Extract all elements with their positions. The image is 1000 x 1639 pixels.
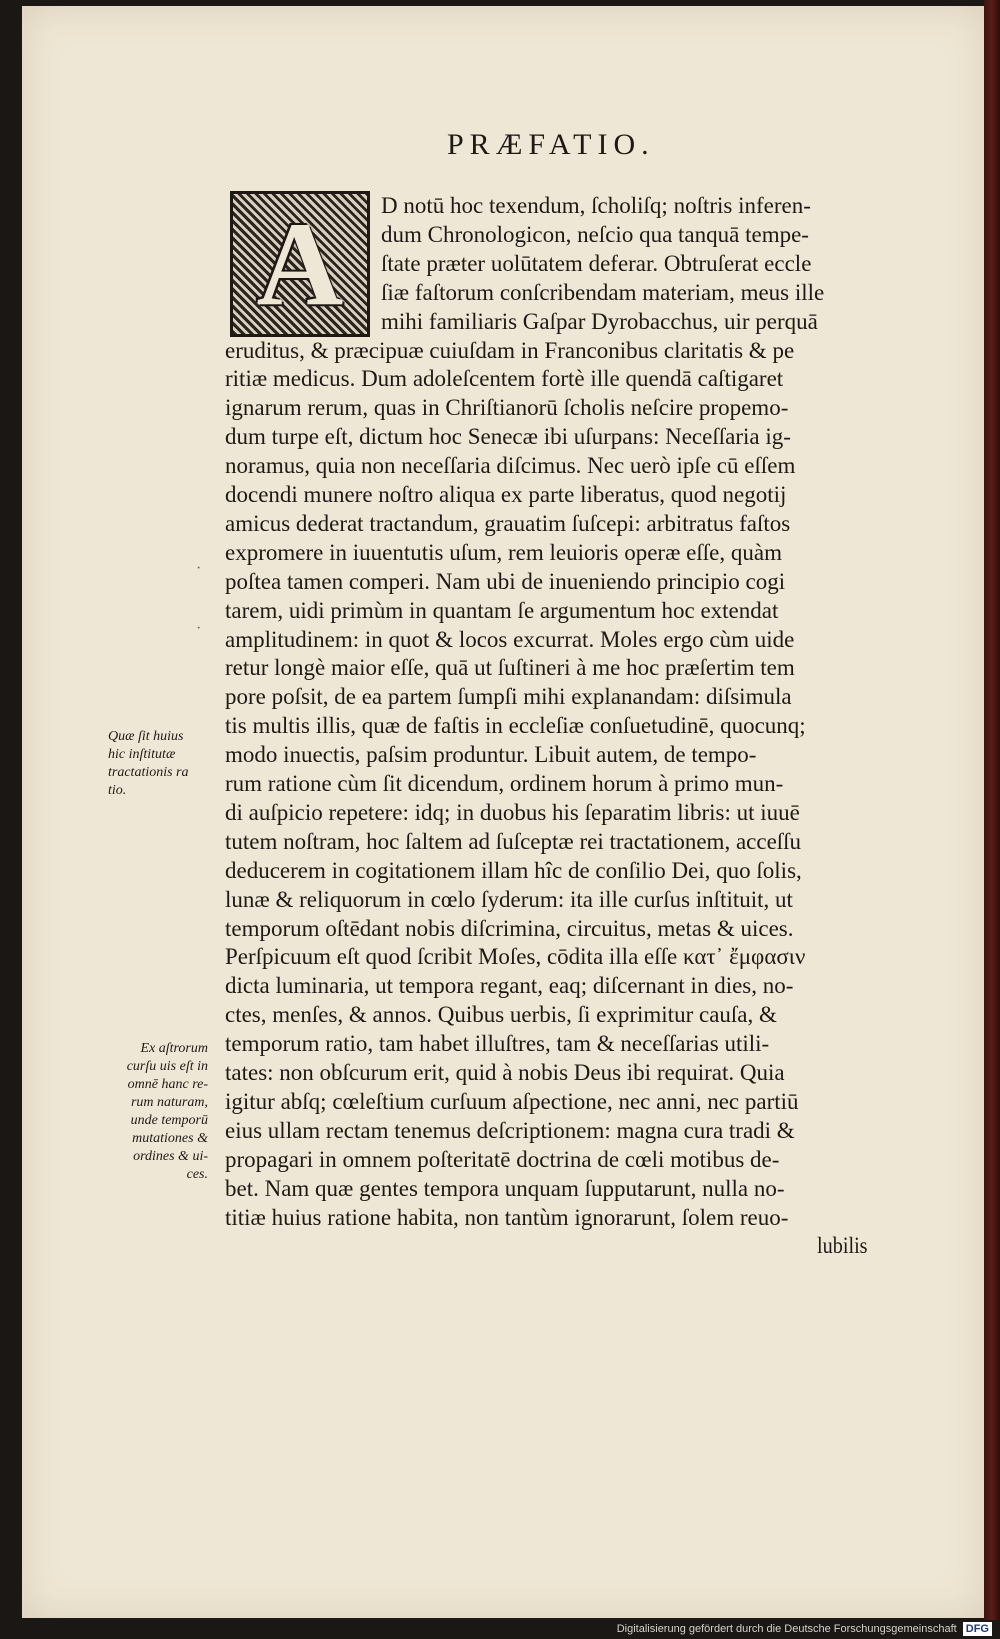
text-line: dum Chronologicon, neſcio qua tanquā tempe- — [381, 221, 809, 247]
text-line: temporum ratio, tam habet illuſtres, tam & neceſſarias utili- — [225, 1031, 770, 1057]
margin-note-2 — [104, 1040, 208, 1184]
text-line: eruditus, & præcipuæ cuiuſdam in Franconibus claritatis & pe — [225, 337, 795, 363]
text-line: di auſpicio repetere: idq; in duobus his ſeparatim libris: ut iuuē — [225, 799, 800, 825]
text-line: dicta luminaria, ut tempora regant, eaq; diſcernant in dies, no- — [225, 973, 794, 999]
margin-note-line: unde temporū — [130, 1113, 208, 1128]
margin-note-line: omnē hanc re- — [127, 1077, 208, 1092]
margin-note-line: mutationes & — [132, 1131, 208, 1146]
text-line: tarem, uidi primùm in quantam ſe argumentum hoc extendat — [225, 597, 779, 623]
text-line: ctes, menſes, & annos. Quibus uerbis, ſi exprimitur cauſa, & — [225, 1002, 777, 1028]
margin-note-1 — [108, 728, 189, 800]
margin-mark: · — [196, 560, 202, 577]
drop-cap-letter: A — [256, 197, 344, 330]
margin-mark: · — [196, 620, 202, 637]
text-line: tis multis illis, quæ de faſtis in eccleſiæ conſuetudinē, quocunq; — [225, 713, 806, 739]
margin-note-line: tio. — [108, 783, 127, 798]
margin-note-line: ordines & ui- — [133, 1149, 208, 1164]
margin-note-line: hic inſtitutæ — [108, 747, 176, 762]
text-line: D notū hoc texendum, ſcholiſq; noſtris inferen- — [381, 193, 811, 218]
text-line: propagari in omnem poſteritatē doctrina de cœli motibus de- — [225, 1146, 780, 1172]
text-line: ritiæ medicus. Dum adoleſcentem fortè ille quendā caſtigaret — [225, 366, 784, 392]
text-line: titiæ huius ratione habita, non tantùm ignorarunt, ſolem reuo- — [225, 1204, 789, 1230]
dfg-logo-icon: DFG — [963, 1622, 992, 1636]
text-line: mihi familiaris Gaſpar Dyrobacchus, uir perquā — [381, 308, 818, 334]
text-line: igitur abſq; cœleſtium curſuum aſpectione, nec anni, nec partiū — [225, 1088, 799, 1114]
margin-note-line: curſu uis eſt in — [126, 1059, 208, 1074]
margin-note-line: ces. — [186, 1167, 208, 1182]
margin-note-line: tractationis ra — [108, 765, 189, 780]
book-spine-edge — [984, 0, 1000, 1620]
text-line: tutem noſtram, hoc ſaltem ad ſuſceptæ rei tractationem, acceſſu — [225, 828, 802, 854]
text-line: retur longè maior eſſe, quā ut ſuſtineri à me hoc præſertim tem — [225, 655, 795, 681]
text-line: ſiæ faſtorum conſcribendam materiam, meus ille — [381, 279, 825, 305]
text-line: amplitudinem: in quot & locos excurrat. Moles ergo cùm uide — [225, 626, 795, 652]
text-line: ſtate præter uolūtatem deferar. Obtruſerat eccle — [381, 250, 812, 276]
text-line: lunæ & reliquorum in cœlo ſyderum: ita ille curſus inſtituit, ut — [225, 886, 793, 912]
text-line: noramus, quia non neceſſaria diſcimus. Nec uerò ipſe cū eſſem — [225, 453, 796, 479]
text-line: docendi munere noſtro aliqua ex parte liberatus, quod negotij — [225, 482, 787, 507]
text-line: lubilis — [817, 1233, 868, 1259]
credit-text: Digitalisierung gefördert durch die Deutsche Forschungsgemeinschaft — [616, 1623, 957, 1635]
text-line: rum ratione cùm ſit dicendum, ordinem horum à primo mun- — [225, 771, 784, 796]
text-line: ignarum rerum, quas in Chriſtianorū ſcholis neſcire propemo- — [225, 395, 789, 421]
digitization-credit — [617, 1622, 992, 1636]
text-line: eius ullam rectam tenemus deſcriptionem: magna cura tradi & — [225, 1117, 795, 1143]
text-line: pore poſsit, de ea partem ſumpſi mihi explanandam: diſsimula — [225, 684, 792, 710]
text-line: modo inuectis, paſsim produntur. Libuit autem, de tempo- — [225, 742, 757, 768]
text-line: bet. Nam quæ gentes tempora unquam ſupputarunt, nulla no- — [225, 1175, 785, 1201]
text-line: deducerem in cogitationem illam hîc de conſilio Dei, quo ſolis, — [225, 857, 802, 883]
margin-note-line: rum naturam, — [130, 1095, 208, 1110]
text-line: amicus dederat tractandum, grauatim ſuſcepi: arbitratus faſtos — [225, 510, 791, 536]
text-line: Perſpicuum eſt quod ſcribit Moſes, cōdita illa eſſe κατ᾽ ἔμφασιν — [225, 944, 806, 970]
margin-note-line: Ex aſtrorum — [140, 1041, 208, 1056]
margin-note-line: Quæ ſit huius — [108, 729, 184, 744]
text-line: expromere in iuuentutis uſum, rem leuioris operæ eſſe, quàm — [225, 539, 782, 565]
text-line: dum turpe eſt, dictum hoc Senecæ ibi uſurpans: Neceſſaria ig- — [225, 424, 791, 450]
decorated-initial-image — [230, 191, 370, 337]
text-line: poſtea tamen comperi. Nam ubi de inueniendo principio cogi — [225, 568, 786, 594]
text-line: tates: non obſcurum erit, quid à nobis Deus ibi requirat. Quia — [225, 1060, 785, 1085]
text-line: temporum oſtēdant nobis diſcrimina, circuitus, metas & uices. — [225, 915, 794, 941]
page-heading: PRÆFATIO. — [447, 128, 655, 161]
